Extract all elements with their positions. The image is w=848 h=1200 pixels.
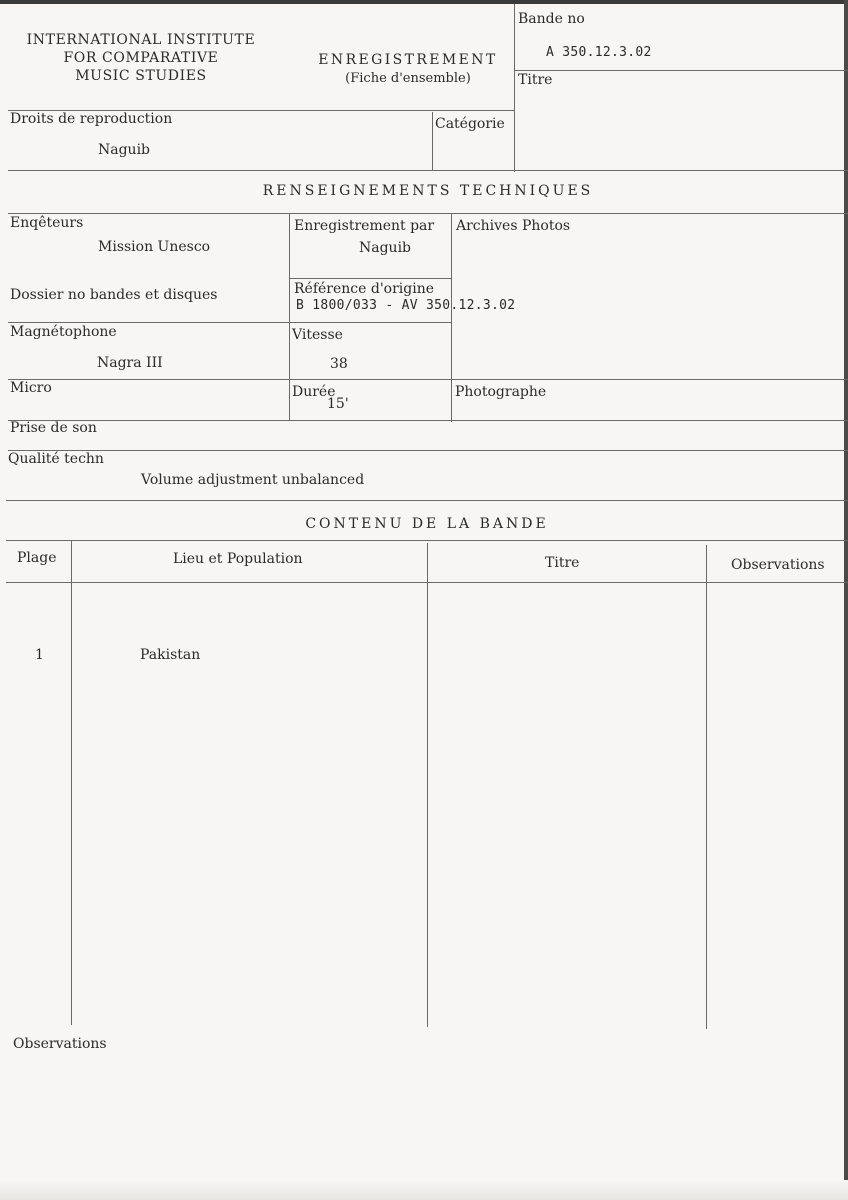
contents-col-divider-1 — [71, 541, 72, 1025]
rights-bottom-line — [8, 170, 848, 171]
enqueteurs-label: Enqêteurs — [10, 215, 84, 231]
contents-col-divider-3 — [706, 545, 707, 1029]
vitesse-label: Vitesse — [292, 327, 343, 343]
prise-de-son-label: Prise de son — [10, 420, 97, 436]
institute-name-line1: INTERNATIONAL INSTITUTE — [26, 32, 256, 48]
form-title: ENREGISTREMENT — [318, 52, 498, 68]
vitesse-value: 38 — [330, 356, 348, 372]
qualite-top-line — [8, 450, 848, 451]
categorie-label: Catégorie — [435, 116, 505, 132]
qualite-value: Volume adjustment unbalanced — [141, 472, 365, 488]
magnetophone-value: Nagra III — [97, 355, 163, 371]
magnetophone-top-line — [8, 322, 451, 323]
bande-no-value: A 350.12.3.02 — [546, 45, 652, 60]
micro-label: Micro — [10, 380, 52, 396]
droits-label: Droits de reproduction — [10, 111, 173, 127]
qualite-label: Qualité techn — [8, 451, 104, 467]
duree-label: Durée — [292, 384, 336, 400]
tech-col-divider-1 — [289, 214, 290, 420]
tech-col-divider-2 — [451, 214, 452, 422]
reference-top-line — [289, 278, 451, 279]
column-header-plage: Plage — [17, 550, 57, 566]
titre-divider — [514, 70, 848, 71]
archives-photos-label: Archives Photos — [456, 218, 571, 234]
reference-label: Référence d'origine — [294, 281, 435, 297]
bande-no-label: Bande no — [518, 11, 585, 27]
enregistrement-par-value: Naguib — [359, 240, 412, 256]
categorie-divider — [432, 112, 433, 170]
technical-top-line — [8, 213, 848, 214]
reference-value: B 1800/033 - AV 350.12.3.02 — [296, 298, 516, 313]
institute-name-line3: MUSIC STUDIES — [75, 68, 207, 84]
header-divider — [514, 4, 515, 172]
row-plage: 1 — [35, 647, 44, 663]
scan-top-edge — [0, 0, 848, 4]
contents-section-title: CONTENU DE LA BANDE — [305, 516, 549, 532]
micro-top-line — [8, 379, 848, 380]
technical-bottom-line — [6, 500, 848, 501]
scan-bottom-shade — [0, 1180, 848, 1200]
duree-value: 15' — [327, 396, 349, 412]
contents-col-divider-2 — [427, 543, 428, 1027]
enregistrement-par-label: Enregistrement par — [294, 218, 435, 234]
observations-label: Observations — [13, 1036, 107, 1052]
dossier-label: Dossier no bandes et disques — [10, 287, 218, 303]
scan-right-edge — [844, 0, 848, 1200]
magnetophone-label: Magnétophone — [10, 324, 117, 340]
institute-name-line2: FOR COMPARATIVE — [63, 50, 219, 66]
column-header-observations: Observations — [731, 557, 825, 573]
row-lieu: Pakistan — [140, 647, 201, 663]
column-header-lieu: Lieu et Population — [173, 551, 303, 567]
form-subtitle: (Fiche d'ensemble) — [345, 71, 471, 86]
contents-header-bottom-line — [6, 582, 848, 583]
titre-label: Titre — [518, 72, 553, 88]
droits-value: Naguib — [98, 142, 151, 158]
enqueteurs-value: Mission Unesco — [98, 239, 211, 255]
technical-section-title: RENSEIGNEMENTS TECHNIQUES — [262, 183, 594, 199]
prise-top-line — [8, 420, 848, 421]
column-header-titre: Titre — [545, 555, 580, 571]
photographe-label: Photographe — [455, 384, 547, 400]
contents-top-line — [6, 540, 848, 541]
